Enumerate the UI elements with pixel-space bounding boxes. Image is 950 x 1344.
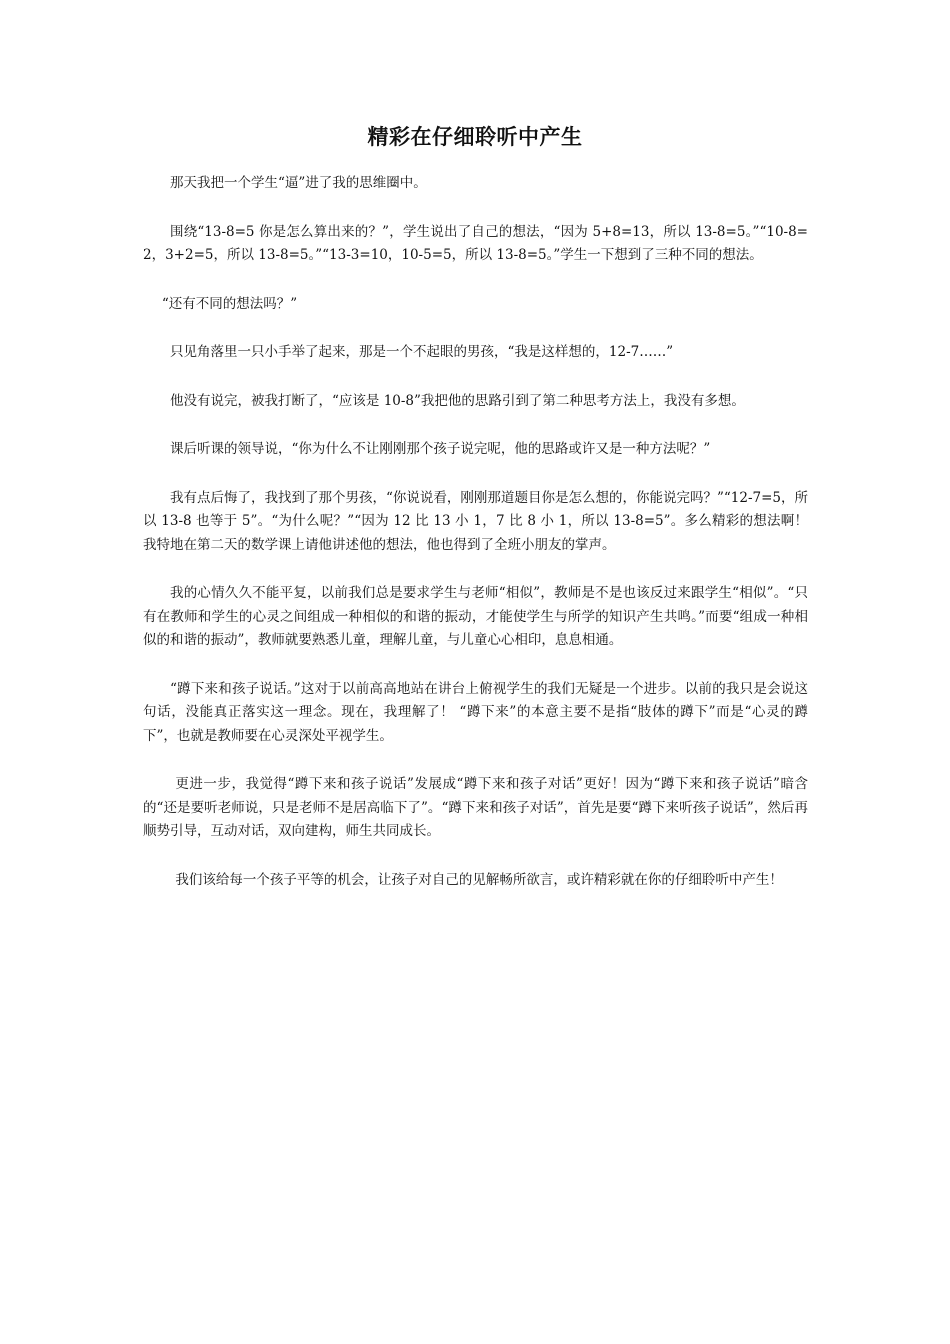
paragraph-11: 我们该给每一个孩子平等的机会，让孩子对自己的见解畅所欲言，或许精彩就在你的仔细聆听中产生！ — [175, 871, 783, 888]
paragraph-8: 我的心情久久不能平复，以前我们总是要求学生与老师“相似”，教师是不是也该反过来跟学生“相似”。“只有在教师和学生的心灵之间组成一种相似的和谐的振动，才能使学生与所学的知识产生共鸣。”而要“组成一种相似的和谐的振动”，教师就要熟悉儿童，理解儿童，与儿童心心相印，息息相通。 — [143, 585, 808, 648]
paragraph-1: 那天我把一个学生“逼”进了我的思维圈中。 — [170, 175, 427, 191]
document-title: 精彩在仔细聆听中产生 — [367, 125, 583, 149]
paragraph-7: 我有点后悔了，我找到了那个男孩，“你说说看，刚刚那道题目你是怎么想的，你能说完吗？”“12-7=5，所以 13-8 也等于 5”。“为什么呢？”“因为 12 比 13 小 1，7 比 8 小 1，所以 13-8=5”。多么精彩的想法啊！我特地在第二天的数学课上请他讲述他的想法，他也得到了全班小朋友的掌声。 — [143, 489, 808, 553]
document-body — [143, 172, 808, 917]
paragraph-2: 围绕“13-8=5 你是怎么算出来的？”，学生说出了自己的想法，“因为 5+8=13，所以 13-8=5。”“10-8=2，3+2=5，所以 13-8=5。”“13-3=10，10-5=5，所以 13-8=5。”学生一下想到了三种不同的想法。 — [143, 223, 808, 263]
paragraph-5: 他没有说完，被我打断了，“应该是 10-8”我把他的思路引到了第二种思考方法上，我没有多想。 — [170, 392, 745, 409]
paragraph-10: 更进一步，我觉得“蹲下来和孩子说话”发展成“蹲下来和孩子对话”更好！因为“蹲下来和孩子说话”暗含的“还是要听老师说，只是老师不是居高临下了”。“蹲下来和孩子对话”，首先是要“蹲下来听孩子说话”，然后再顺势引导，互动对话，双向建构，师生共同成长。 — [143, 776, 808, 839]
paragraph-6: 课后听课的领导说，“你为什么不让刚刚那个孩子说完呢，他的思路或许又是一种方法呢？” — [170, 441, 711, 457]
paragraph-9: “蹲下来和孩子说话。”这对于以前高高地站在讲台上俯视学生的我们无疑是一个进步。以前的我只是会说这句话，没能真正落实这一理念。现在，我理解了！ “蹲下来”的本意主要不是指“肢体的蹲下”而是“心灵的蹲下”，也就是教师要在心灵深处平视学生。 — [143, 680, 808, 744]
paragraph-3: “还有不同的想法吗？” — [161, 295, 298, 312]
paragraph-4: 只见角落里一只小手举了起来，那是一个不起眼的男孩，“我是这样想的，12-7……” — [170, 344, 674, 360]
